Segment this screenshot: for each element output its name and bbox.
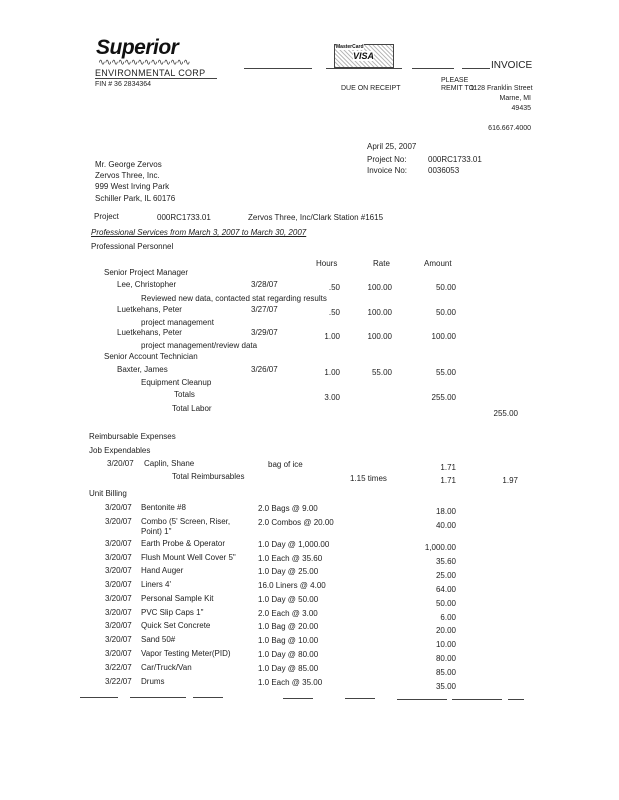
unit-billing-heading: Unit Billing [89, 489, 127, 498]
personnel-rate: 100.00 [367, 332, 392, 341]
bill-to-line3: 999 West Irving Park [95, 182, 170, 191]
unit-item: Bentonite #8 [141, 503, 186, 512]
personnel-amount: 55.00 [435, 368, 456, 377]
bill-to-line2: Zervos Three, Inc. [95, 171, 160, 180]
personnel-note: Equipment Cleanup [141, 378, 212, 387]
unit-qty: 1.0 Each @ 35.60 [258, 554, 323, 563]
personnel-rate: 55.00 [371, 368, 392, 377]
unit-amount: 40.00 [435, 521, 456, 530]
job-expendables-label: Job Expendables [89, 446, 151, 455]
unit-amount: 25.00 [435, 571, 456, 580]
invoice-no-value: 0036053 [428, 166, 460, 175]
unit-qty: 1.0 Day @ 80.00 [258, 650, 319, 659]
unit-qty: 1.0 Day @ 25.00 [258, 567, 319, 576]
unit-amount: 10.00 [435, 640, 456, 649]
fein-number: FIN # 36 2834364 [95, 81, 152, 88]
group-senior-account-technician: Senior Account Technician [104, 352, 198, 361]
unit-date: 3/22/07 [105, 663, 132, 672]
personnel-note: Reviewed new data, contacted stat regarding results [141, 294, 327, 303]
total-labor-label: Total Labor [172, 404, 212, 413]
personnel-date: 3/26/07 [251, 365, 278, 374]
unit-date: 3/20/07 [105, 503, 132, 512]
personnel-rate: 100.00 [367, 283, 392, 292]
unit-amount: 35.60 [435, 557, 456, 566]
remit-address-line3: 49435 [511, 105, 531, 112]
unit-qty: 1.0 Day @ 85.00 [258, 664, 319, 673]
remit-address-line1: 1128 Franklin Street [470, 85, 533, 92]
total-reimbursables-amount: 1.71 [440, 476, 456, 485]
due-on-receipt: DUE ON RECEIPT [341, 85, 401, 92]
unit-qty: 2.0 Combos @ 20.00 [258, 518, 334, 527]
personnel-date: 3/28/07 [251, 280, 278, 289]
invoice-date: April 25, 2007 [367, 142, 417, 151]
unit-amount: 50.00 [435, 599, 456, 608]
personnel-hours: .50 [328, 308, 340, 317]
unit-amount: 18.00 [435, 507, 456, 516]
invoice-no-label: Invoice No: [367, 166, 408, 175]
unit-item: Flush Mount Well Cover 5" [141, 553, 236, 562]
personnel-name: Luetkehans, Peter [117, 328, 182, 337]
col-hours-header: Hours [316, 259, 338, 268]
unit-item: Liners 4' [141, 580, 171, 589]
unit-date: 3/20/07 [105, 566, 132, 575]
group-senior-project-manager: Senior Project Manager [104, 268, 189, 277]
personnel-date: 3/27/07 [251, 305, 278, 314]
personnel-note: project management/review data [141, 341, 258, 350]
unit-date: 3/20/07 [105, 517, 132, 526]
mastercard-logo: MasterCard [336, 44, 364, 50]
unit-date: 3/20/07 [105, 621, 132, 630]
col-rate-header: Rate [373, 259, 390, 268]
total-reimbursables-extended: 1.97 [502, 476, 518, 485]
unit-qty: 1.0 Day @ 50.00 [258, 595, 319, 604]
unit-item: PVC Slip Caps 1" [141, 608, 204, 617]
credit-card-badge [334, 44, 394, 68]
unit-date: 3/20/07 [105, 635, 132, 644]
unit-item: Drums [141, 677, 165, 686]
unit-date: 3/20/07 [105, 539, 132, 548]
totals-hours: 3.00 [324, 393, 340, 402]
project-name: Zervos Three, Inc/Clark Station #1615 [248, 213, 384, 222]
phone-number: 616.667.4000 [488, 125, 531, 132]
total-reimbursables-label: Total Reimbursables [172, 472, 245, 481]
unit-item: Sand 50# [141, 635, 176, 644]
personnel-rate: 100.00 [367, 308, 392, 317]
reimbursable-amount: 1.71 [440, 463, 456, 472]
reimbursable-desc: bag of ice [268, 460, 303, 469]
unit-amount: 1,000.00 [424, 543, 456, 552]
col-amount-header: Amount [424, 259, 452, 268]
company-logo: Superior [96, 36, 179, 59]
reimbursable-date: 3/20/07 [107, 459, 134, 468]
unit-item: Car/Truck/Van [141, 663, 192, 672]
project-number: 000RC1733.01 [157, 213, 211, 222]
unit-date: 3/20/07 [105, 608, 132, 617]
unit-date: 3/20/07 [105, 594, 132, 603]
bill-to-line4: Schiller Park, IL 60176 [95, 194, 176, 203]
personnel-name: Lee, Christopher [117, 280, 177, 289]
company-subtitle: ENVIRONMENTAL CORP [95, 68, 206, 78]
unit-date: 3/20/07 [105, 580, 132, 589]
unit-qty: 1.0 Each @ 35.00 [258, 678, 323, 687]
unit-amount: 80.00 [435, 654, 456, 663]
unit-item: Earth Probe & Operator [141, 539, 226, 548]
logo-wave-decoration: ∿∿∿∿∿∿∿∿∿∿∿∿∿∿ [98, 57, 190, 67]
personnel-amount: 50.00 [435, 308, 456, 317]
unit-amount: 6.00 [440, 613, 456, 622]
personnel-name: Luetkehans, Peter [117, 305, 182, 314]
unit-qty: 1.0 Day @ 1,000.00 [258, 540, 330, 549]
unit-item-continued: Point) 1" [141, 527, 172, 536]
bill-to-line1: Mr. George Zervos [95, 160, 162, 169]
personnel-hours: 1.00 [324, 332, 340, 341]
unit-amount: 20.00 [435, 626, 456, 635]
unit-item: Hand Auger [141, 566, 184, 575]
unit-date: 3/20/07 [105, 649, 132, 658]
project-no-label: Project No: [367, 155, 407, 164]
remit-address-line2: Marne, MI [499, 95, 531, 102]
personnel-amount: 50.00 [435, 283, 456, 292]
reimbursables-heading: Reimbursable Expenses [89, 432, 176, 441]
totals-amount: 255.00 [431, 393, 456, 402]
unit-qty: 1.0 Bag @ 20.00 [258, 622, 319, 631]
reimbursable-name: Caplin, Shane [144, 459, 195, 468]
totals-label: Totals [174, 390, 195, 399]
document-title: INVOICE [491, 60, 533, 71]
project-label: Project [94, 212, 119, 221]
unit-qty: 2.0 Each @ 3.00 [258, 609, 318, 618]
unit-item: Personal Sample Kit [141, 594, 214, 603]
personnel-date: 3/29/07 [251, 328, 278, 337]
remit-label: PLEASE REMIT TO: [441, 77, 477, 92]
unit-amount: 64.00 [435, 585, 456, 594]
unit-amount: 85.00 [435, 668, 456, 677]
personnel-hours: .50 [328, 283, 340, 292]
unit-date: 3/22/07 [105, 677, 132, 686]
unit-item: Vapor Testing Meter(PID) [141, 649, 231, 658]
unit-item: Quick Set Concrete [141, 621, 211, 630]
services-period-heading: Professional Services from March 3, 2007 to March 30, 2007 [91, 228, 307, 237]
unit-item: Combo (5' Screen, Riser, [141, 517, 231, 526]
personnel-note: project management [141, 318, 214, 327]
unit-amount: 35.00 [435, 682, 456, 691]
personnel-name: Baxter, James [117, 365, 168, 374]
personnel-heading: Professional Personnel [91, 242, 174, 251]
personnel-hours: 1.00 [324, 368, 340, 377]
unit-date: 3/20/07 [105, 553, 132, 562]
unit-qty: 16.0 Liners @ 4.00 [258, 581, 326, 590]
reimbursables-multiplier: 1.15 times [350, 474, 387, 483]
unit-qty: 2.0 Bags @ 9.00 [258, 504, 318, 513]
project-no-value: 000RC1733.01 [428, 155, 482, 164]
total-labor-value: 255.00 [493, 409, 518, 418]
visa-logo: VISA [353, 51, 375, 61]
unit-qty: 1.0 Bag @ 10.00 [258, 636, 319, 645]
personnel-amount: 100.00 [431, 332, 456, 341]
